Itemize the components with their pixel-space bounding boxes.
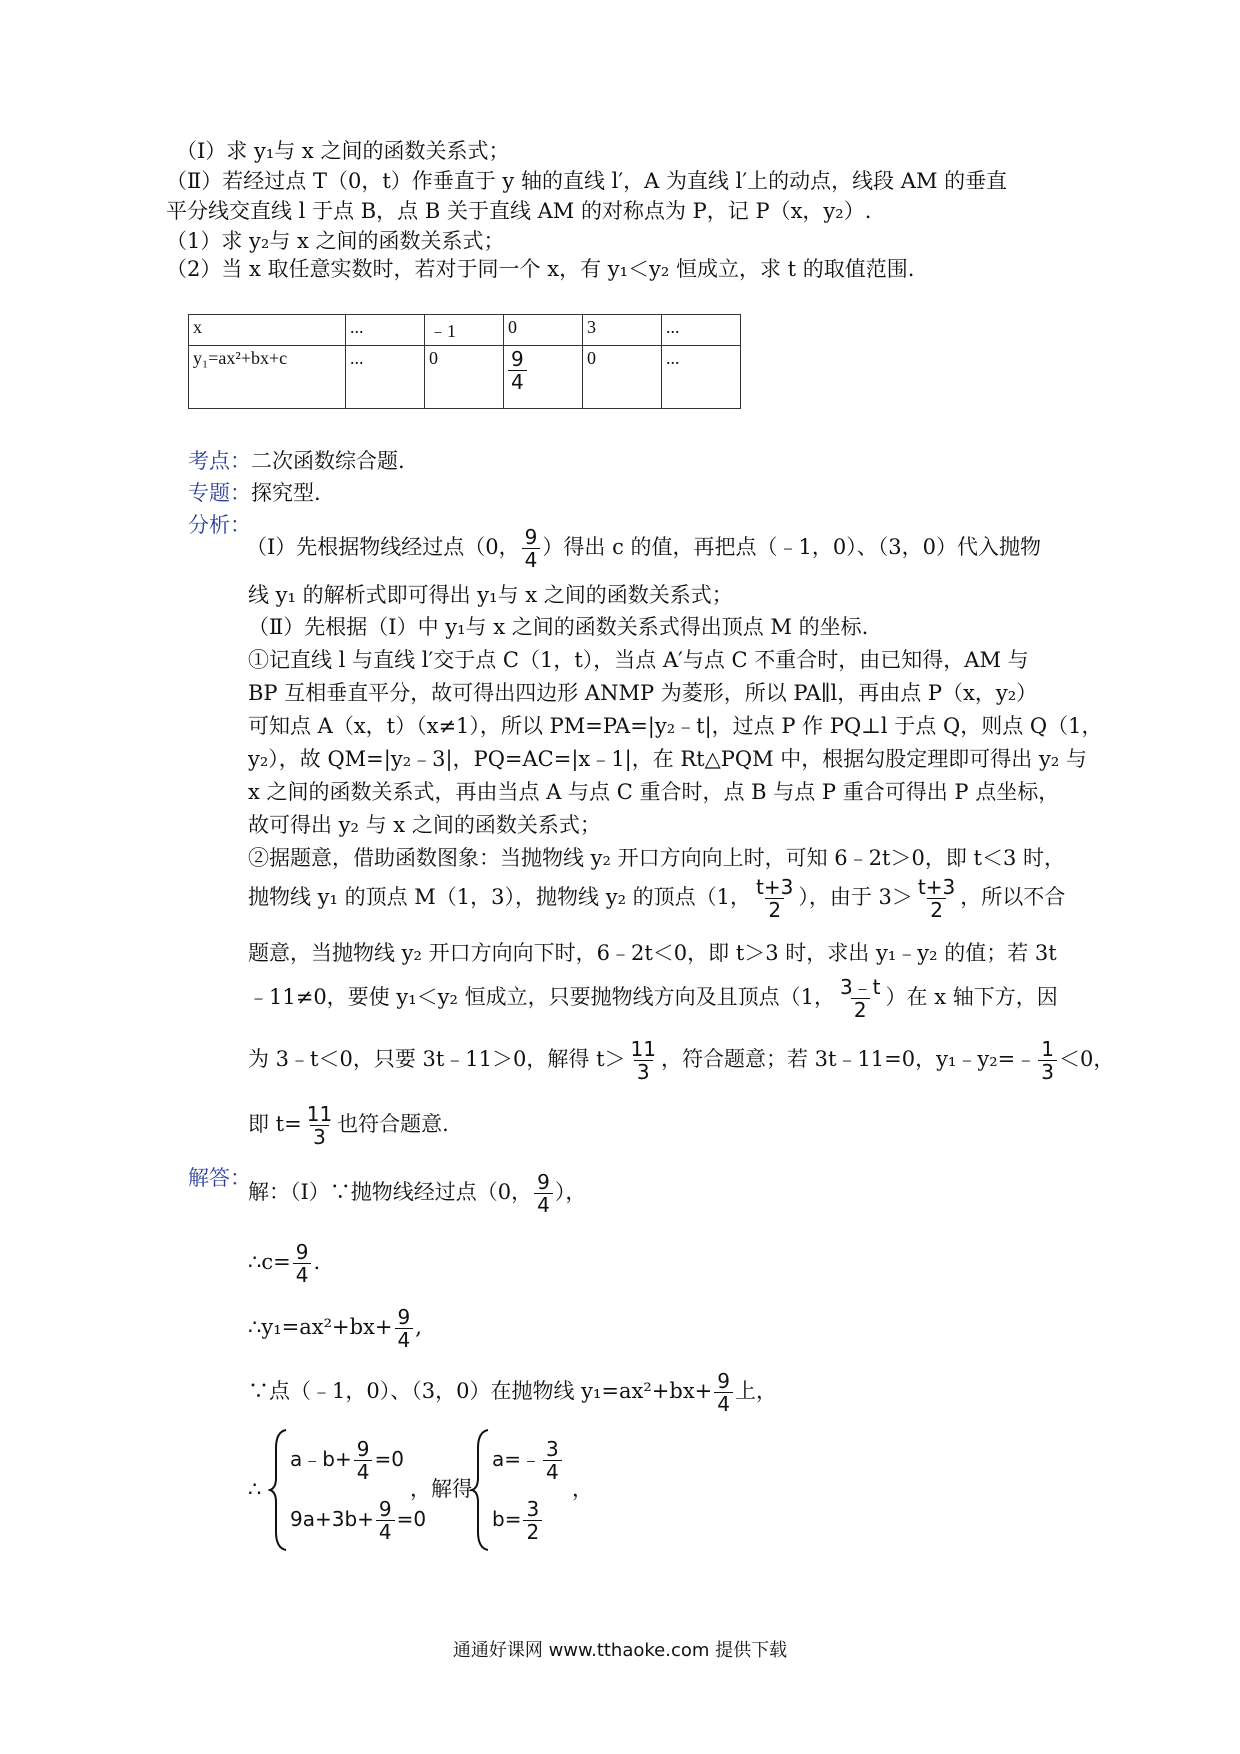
table-cell: ... xyxy=(346,315,425,346)
fraction-numerator: 9 xyxy=(295,1240,309,1264)
table-cell: 3 xyxy=(583,315,662,346)
table-cell: ... xyxy=(662,346,741,409)
fenxi-label: 分析： xyxy=(188,513,251,537)
result-a: a=﹣ $\frac{3}{4}$ xyxy=(492,1436,564,1483)
fenxi-line-6: 可知点 A（x，t）（x≠1），所以 PM=PA=|y₂﹣t|，过点 P 作 PQ⊥l 于点 Q，则点 Q（1， xyxy=(248,714,1103,738)
solve-text: ，解得 xyxy=(410,1477,473,1501)
fraction-numerator: 9 xyxy=(511,347,524,371)
jieda-label: 解答： xyxy=(188,1166,251,1190)
table-cell: 0 xyxy=(425,346,504,409)
fraction-denominator: 3 xyxy=(634,1060,653,1083)
table-cell: 0 xyxy=(504,315,583,346)
kaodian-text: 二次函数综合题. xyxy=(251,449,405,473)
fraction-numerator: 9 xyxy=(537,1170,550,1194)
fenxi-line-5: BP 互相垂直平分，故可得出四边形 ANMP 为菱形，所以 PA∥l，再由点 P（x，y₂） xyxy=(248,681,1038,705)
fraction-denominator: 2 xyxy=(523,1520,542,1543)
fenxi-line-13: ﹣11≠0，要使 y₁＜y₂ 恒成立，只要抛物线方向及且顶点（1， $\frac{3﹣t}{2}$ ）在 x 轴下方，因 xyxy=(248,975,1058,1022)
fraction-denominator: 4 xyxy=(508,370,527,393)
system-eq-1: a﹣b+ $\frac{9}{4}$ =0 xyxy=(290,1437,404,1484)
fraction-denominator: 2 xyxy=(765,898,784,921)
problem-line-4: （1）求 y₂与 x 之间的函数关系式； xyxy=(166,229,505,253)
fenxi-line-11: 抛物线 y₁ 的顶点 M（1，3），抛物线 y₂ 的顶点（1， $\frac{t+3}{2}$ ），由于 3＞ $\frac{t+3}{2}$ ，所以不合 xyxy=(248,875,1066,922)
fraction-numerator: 3 xyxy=(546,1437,559,1461)
result-comma: ， xyxy=(572,1477,593,1501)
fraction-denominator: 4 xyxy=(395,1328,414,1351)
fenxi-line-10: ②据题意，借助函数图象：当抛物线 y₂ 开口方向向上时，可知 6﹣2t＞0，即 t＜3 时， xyxy=(248,846,1065,870)
fraction-denominator: 4 xyxy=(714,1392,733,1415)
fraction-numerator: 9 xyxy=(397,1305,411,1329)
fraction-denominator: 4 xyxy=(376,1520,395,1543)
fraction-denominator: 4 xyxy=(293,1263,312,1286)
fraction-numerator: t+3 xyxy=(917,875,956,899)
table-cell: ... xyxy=(346,346,425,409)
fenxi-line-15: 即 t= $\frac{11}{3}$ 也符合题意. xyxy=(248,1102,449,1149)
fraction-numerator: t+3 xyxy=(756,875,794,899)
table-header-x: x xyxy=(189,315,346,346)
left-brace-2 xyxy=(470,1428,492,1552)
table-cell: ... xyxy=(662,315,741,346)
problem-line-2: （Ⅱ）若经过点 T（0，t）作垂直于 y 轴的直线 l′，A 为直线 l′上的动点，线段 AM 的垂直 xyxy=(166,169,1008,193)
zhuanti-text: 探究型. xyxy=(251,481,321,505)
kaodian-label: 考点： xyxy=(188,449,251,473)
fenxi-line-3: （Ⅱ）先根据（Ⅰ）中 y₁与 x 之间的函数关系式得出顶点 M 的坐标. xyxy=(248,615,869,639)
fenxi-line-8: x 之间的函数关系式，再由当点 A 与点 C 重合时，点 B 与点 P 重合可得出 P 点坐标， xyxy=(248,780,1060,804)
problem-line-5: （2）当 x 取任意实数时，若对于同一个 x，有 y₁＜y₂ 恒成立，求 t 的取值范围. xyxy=(166,257,915,281)
problem-line-1: （Ⅰ）求 y₁与 x 之间的函数关系式； xyxy=(176,139,510,163)
fenxi-line-2: 线 y₁ 的解析式即可得出 y₁与 x 之间的函数关系式； xyxy=(248,583,733,607)
page-footer: 通通好课网 www.tthaoke.com 提供下载 xyxy=(452,1640,788,1661)
zhuanti-line xyxy=(188,478,321,508)
fraction-numerator: 3 xyxy=(526,1497,540,1521)
left-brace-1 xyxy=(268,1428,290,1552)
fraction-denominator: 3 xyxy=(310,1125,329,1148)
fraction-denominator: 4 xyxy=(354,1460,373,1483)
therefore-symbol: ∴ xyxy=(248,1477,262,1501)
fraction-numerator: 3﹣t xyxy=(839,975,881,999)
fraction-denominator: 4 xyxy=(543,1460,562,1483)
fraction-numerator: 1 xyxy=(1041,1037,1055,1061)
fraction-numerator: 11 xyxy=(306,1102,333,1126)
system-eq-2: 9a+3b+ $\frac{9}{4}$ =0 xyxy=(290,1497,427,1544)
fraction-denominator: 2 xyxy=(851,998,870,1021)
fraction-numerator: 9 xyxy=(356,1437,370,1461)
table-cell-fraction xyxy=(504,346,583,409)
table-cell: 0 xyxy=(583,346,662,409)
fraction-numerator: 9 xyxy=(717,1369,730,1393)
kaodian-line xyxy=(188,446,405,476)
table-cell: ﹣1 xyxy=(425,315,504,346)
zhuanti-label: 专题： xyxy=(188,481,251,505)
fraction-numerator: 9 xyxy=(524,525,538,549)
fenxi-line-14: 为 3﹣t＜0，只要 3t﹣11＞0，解得 t＞ $\frac{11}{3}$ ，符合题意；若 3t﹣11=0，y₁﹣y₂=﹣ $\frac{1}{3}$ ＜0， xyxy=(248,1037,1115,1084)
fraction-numerator: 11 xyxy=(630,1037,656,1061)
fraction-denominator: 2 xyxy=(927,898,946,921)
problem-line-3: 平分线交直线 l 于点 B，点 B 关于直线 AM 的对称点为 P，记 P（x，y₂）. xyxy=(166,199,872,223)
fenxi-line-7: y₂），故 QM=|y₂﹣3|，PQ=AC=|x﹣1|，在 Rt△PQM 中，根据勾股定理即可得出 y₂ 与 xyxy=(248,747,1087,771)
fraction-denominator: 4 xyxy=(522,548,541,571)
result-b: b= $\frac{3}{2}$ xyxy=(492,1496,544,1543)
jieda-line-2: ∴c= $\frac{9}{4}$ . xyxy=(248,1240,321,1287)
jieda-line-4: ∵点（﹣1，0）、（3，0）在抛物线 y₁=ax²+bx+ $\frac{9}{4}$ 上， xyxy=(248,1369,777,1416)
fenxi-line-9: 故可得出 y₂ 与 x 之间的函数关系式； xyxy=(248,813,601,837)
value-table xyxy=(188,314,741,409)
fenxi-line-4: ①记直线 l 与直线 l′交于点 C（1，t），当点 A′与点 C 不重合时，由已知得，AM 与 xyxy=(248,648,1029,672)
fraction-numerator: 9 xyxy=(378,1497,392,1521)
fraction-denominator: 3 xyxy=(1038,1060,1057,1083)
fenxi-line-12: 题意，当抛物线 y₂ 开口方向向下时，6﹣2t＜0，即 t＞3 时，求出 y₁﹣y₂ 的值；若 3t xyxy=(248,941,1057,965)
table-row-label: y₁=ax²+bx+c xyxy=(189,346,346,409)
jieda-line-1: 解：（Ⅰ）∵抛物线经过点（0， $\frac{9}{4}$ ）， xyxy=(248,1170,587,1217)
fraction-denominator: 4 xyxy=(534,1193,553,1216)
fenxi-line-1: （Ⅰ）先根据物线经过点（0， $\frac{9}{4}$ ）得出 c 的值，再把点（﹣1，0）、（3，0）代入抛物 xyxy=(246,525,1041,572)
jieda-line-3: ∴y₁=ax²+bx+ $\frac{9}{4}$ , xyxy=(248,1305,422,1352)
